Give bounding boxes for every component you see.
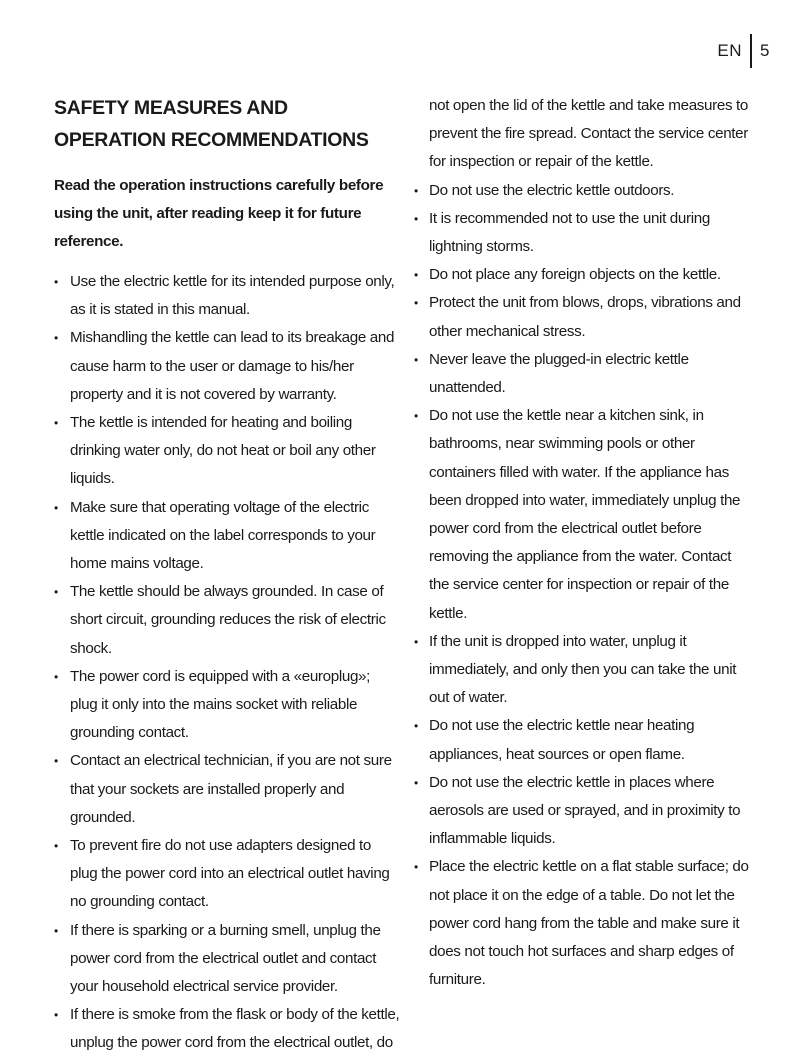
list-item: • To prevent fire do not use adapters designed to plug the power cord into an electrical outlet having no grounding contact. bbox=[54, 832, 400, 917]
page-number: 5 bbox=[760, 41, 770, 60]
list-item: • If the unit is dropped into water, unplug it immediately, and only then you can take the unit out of water. bbox=[413, 628, 753, 713]
page-title: SAFETY MEASURES AND OPERATION RECOMMENDATIONS bbox=[54, 97, 369, 151]
list-item: • Do not use the electric kettle in places where aerosols are used or sprayed, and in proximity to inflammable liquids. bbox=[413, 769, 753, 854]
list-item: • Contact an electrical technician, if you are not sure that your sockets are installed properly and grounded. bbox=[54, 747, 400, 832]
language-label: EN bbox=[717, 41, 743, 60]
list-item: • The power cord is equipped with a «europlug»; plug it only into the mains socket with reliable grounding contact. bbox=[54, 663, 400, 748]
safety-list-right bbox=[413, 177, 753, 995]
list-item: • If there is sparking or a burning smell, unplug the power cord from the electrical outlet and contact your household electrical service provider. bbox=[54, 917, 400, 1002]
left-column bbox=[54, 92, 400, 1058]
list-item: • Do not place any foreign objects on the kettle. bbox=[413, 261, 753, 289]
list-item: • The kettle is intended for heating and boiling drinking water only, do not heat or boil any other liquids. bbox=[54, 409, 400, 494]
list-item: • Make sure that operating voltage of the electric kettle indicated on the label corresponds to your home mains voltage. bbox=[54, 494, 400, 579]
list-item: • Use the electric kettle for its intended purpose only, as it is stated in this manual. bbox=[54, 268, 400, 324]
list-item: • Place the electric kettle on a flat stable surface; do not place it on the edge of a table. Do not let the power cord hang from the table and make sure it does not touch hot surfaces and sharp edges of furniture. bbox=[413, 853, 753, 994]
list-item: • Protect the unit from blows, drops, vibrations and other mechanical stress. bbox=[413, 289, 753, 345]
list-item: • The kettle should be always grounded. In case of short circuit, grounding reduces the risk of electric shock. bbox=[54, 578, 400, 663]
continued-text: not open the lid of the kettle and take measures to prevent the fire spread. Contact the service center for inspection or repair of the kettle. bbox=[429, 97, 749, 171]
intro-text: Read the operation instructions carefully before using the unit, after reading keep it for future reference. bbox=[54, 177, 384, 250]
list-item: • Do not use the electric kettle outdoors. bbox=[413, 177, 753, 205]
page-marker bbox=[717, 34, 770, 68]
list-item: • Do not use the kettle near a kitchen sink, in bathrooms, near swimming pools or other containers filled with water. If the appliance has been dropped into water, immediately unplug the power cord from the electrical outlet before removing the appliance from the water. Contact the service center for inspection or repair of the kettle. bbox=[413, 402, 753, 628]
list-item: • It is recommended not to use the unit during lightning storms. bbox=[413, 205, 753, 261]
right-column bbox=[413, 92, 753, 995]
list-item: • Mishandling the kettle can lead to its breakage and cause harm to the user or damage to his/her property and it is not covered by warranty. bbox=[54, 324, 400, 409]
list-item: • Do not use the electric kettle near heating appliances, heat sources or open flame. bbox=[413, 712, 753, 768]
safety-list-left bbox=[54, 268, 400, 1058]
list-item: • Never leave the plugged-in electric kettle unattended. bbox=[413, 346, 753, 402]
list-item: • If there is smoke from the flask or body of the kettle, unplug the power cord from the electrical outlet, do bbox=[54, 1001, 400, 1057]
